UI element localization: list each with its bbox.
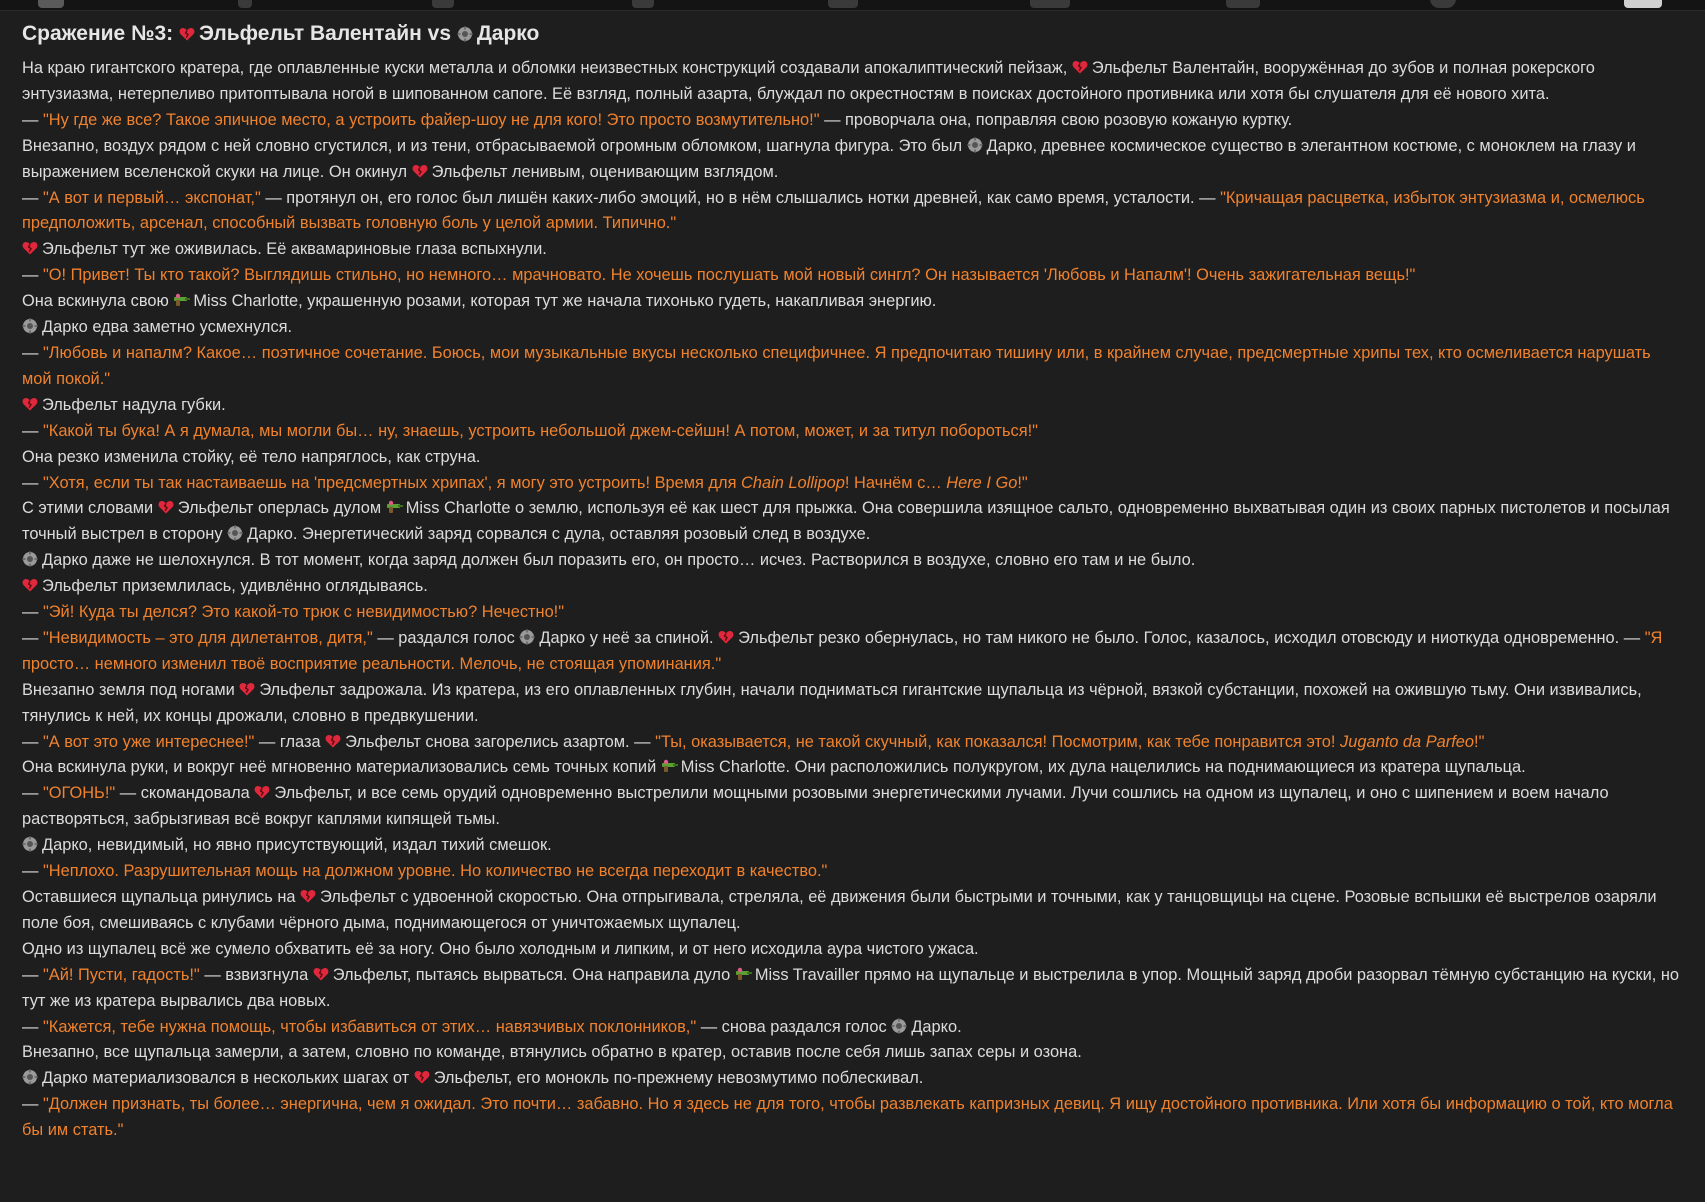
story-paragraph xyxy=(22,781,1684,833)
narration-text: — xyxy=(22,421,43,440)
narration-text: — скомандовала xyxy=(115,784,255,803)
narration-text: — снова раздался голос xyxy=(696,1017,892,1036)
narration-text: — xyxy=(22,1095,43,1114)
story-paragraph xyxy=(22,548,1684,574)
narration-text: Внезапно, все щупальца замерли, а затем, словно по команде, втянулись обратно в кратер, оставив после себя лишь запах серы и озона. xyxy=(22,1043,1082,1062)
story-paragraph xyxy=(22,963,1684,1015)
narration-text: Эльфельт ленивым, оценивающим взглядом. xyxy=(431,162,779,181)
speech-text: "Кажется, тебе нужна помощь, чтобы избавиться от этих… навязчивых поклонников," xyxy=(42,1017,697,1036)
narration-text: Miss Charlotte, украшенную розами, которая тут же начала тихонько гудеть, накапливая энергию. xyxy=(193,292,937,311)
speech-text: "Какой ты бука! А я думала, мы могли бы… ну, знаешь, устроить небольшой джем-сейшн! А потом, может, и за титул побороться!" xyxy=(42,421,1038,440)
nav-tab-icon[interactable] xyxy=(1430,0,1456,8)
narration-text: Эльфельт задрожала. Из кратера, из его оплавленных глубин, начали подниматься гигантские щупальца из чёрной, вязкой субстанции, похожей на ожившую тьму. Они извивались, тянулись к ней, их концы дрожали, словно в предвкушении. xyxy=(22,680,1642,725)
fighter2-name: Дарко xyxy=(476,22,540,45)
story-paragraph xyxy=(22,833,1684,859)
narration-text: — xyxy=(22,473,43,492)
gear-icon xyxy=(967,137,983,153)
story-paragraph xyxy=(22,56,1684,108)
narration-text: Она вскинула свою xyxy=(22,292,174,311)
speech-text: "ОГОНЬ!" xyxy=(42,784,116,803)
narration-text: Оставшиеся щупальца ринулись на xyxy=(22,888,301,906)
narration-text: Она вскинула руки, и вокруг неё мгновенно материализовались семь точных копий xyxy=(22,758,661,777)
narration-text: — xyxy=(22,110,43,129)
battle-story xyxy=(22,18,1684,1144)
broken-heart-icon xyxy=(414,1069,430,1085)
speech-text: !" xyxy=(1017,473,1028,492)
narration-text: Эльфельт, его монокль по-прежнему невозмутимо поблескивал. xyxy=(433,1069,924,1088)
broken-heart-icon xyxy=(22,396,38,412)
story-paragraph xyxy=(22,859,1684,885)
story-paragraph xyxy=(22,885,1684,937)
narration-text: — xyxy=(22,188,43,207)
nav-tab-icon[interactable] xyxy=(432,0,454,8)
story-paragraph xyxy=(22,600,1684,626)
narration-text: — глаза xyxy=(254,732,326,751)
speech-text: "Неплохо. Разрушительная мощь на должном уровне. Но количество не всегда переходит в качество." xyxy=(42,862,828,881)
story-paragraph xyxy=(22,237,1684,263)
narration-text: — взвизгнула xyxy=(199,965,313,984)
story-paragraph xyxy=(22,134,1684,186)
narration-text: — xyxy=(22,603,43,622)
speech-text: !" xyxy=(1474,732,1485,751)
narration-text: Дарко, невидимый, но явно присутствующий, издал тихий смешок. xyxy=(42,836,552,855)
story-paragraph xyxy=(22,1015,1684,1041)
gun-icon xyxy=(173,292,189,308)
gear-icon xyxy=(22,836,38,852)
narration-text: Эльфельт приземлилась, удивлённо оглядываясь. xyxy=(42,577,428,596)
story-body xyxy=(22,56,1684,1144)
narration-text: — раздался голос xyxy=(372,628,520,647)
narration-text: — xyxy=(22,266,43,285)
narration-text: Дарко едва заметно усмехнулся. xyxy=(42,318,293,337)
story-paragraph xyxy=(22,496,1684,548)
narration-text: Внезапно, воздух рядом с ней словно сгустился, и из тени, отбрасываемой огромным обломком, шагнула фигура. Это был xyxy=(22,136,967,155)
broken-heart-icon xyxy=(22,577,38,593)
vs-label: vs xyxy=(427,22,451,45)
broken-heart-icon xyxy=(718,629,734,645)
story-paragraph xyxy=(22,341,1684,393)
gear-icon xyxy=(519,629,535,645)
story-paragraph xyxy=(22,937,1684,963)
nav-tab-icon[interactable] xyxy=(238,0,252,8)
speech-text: "Ай! Пусти, гадость!" xyxy=(42,965,200,984)
narration-text: Внезапно земля под ногами xyxy=(22,680,240,699)
narration-text: Дарко, древнее космическое существо в элегантном костюме, с моноклем на глазу и выражением вселенской скуки на лице. Он окинул xyxy=(22,136,1636,181)
narration-text: — xyxy=(22,965,43,984)
broken-heart-icon xyxy=(325,733,341,749)
speech-title: Here I Go xyxy=(946,473,1018,492)
story-paragraph xyxy=(22,1092,1684,1144)
narration-text: Эльфельт надула губки. xyxy=(42,395,226,414)
narration-text: Эльфельт Валентайн, вооружённая до зубов и полная рокерского энтузиазма, нетерпеливо притоптывала ногой в шипованном сапоге. Её взгляд, полный азарта, блуждал по окрестностям в поисках достойного противника или хотя бы слушателя для её нового хита. xyxy=(22,59,1595,103)
narration-text: — xyxy=(22,1017,43,1036)
story-paragraph xyxy=(22,108,1684,134)
battle-title xyxy=(22,18,1684,50)
speech-title: Chain Lollipop xyxy=(741,473,845,492)
story-paragraph xyxy=(22,445,1684,471)
speech-text: "Я просто… немного изменил твоё восприятие реальности. Мелочь, не стоящая упоминания." xyxy=(22,628,1663,673)
narration-text: Эльфельт снова загорелись азартом. — xyxy=(345,732,656,751)
speech-text: "А вот это уже интереснее!" xyxy=(42,732,255,751)
narration-text: Miss Travailler прямо на щупальце и выстрелила в упор. Мощный заряд дроби разорвал тёмную субстанцию на куски, но тут же из кратера вырвались два новых. xyxy=(22,965,1680,1010)
narration-text: Эльфельт, и все семь орудий одновременно выстрелили мощными розовыми энергетическими лучами. Лучи сошлись на одном из щупалец, и оно с шипением и воем начало растворяться, забрызгивая всё вокруг каплями кипящей тьмы. xyxy=(22,784,1609,829)
speech-text: ! Начнём с… xyxy=(844,473,947,492)
narration-text: Эльфельт с удвоенной скоростью. Она отпрыгивала, стреляла, её движения были быстрыми и точными, как у танцовщицы на сцене. Розовые вспышки её выстрелов озаряли поле боя, смешиваясь с клубами чёрного дыма, поднимающегося от уничтожаемых щупалец. xyxy=(22,888,1657,932)
gun-icon xyxy=(735,966,751,982)
nav-tab-icon[interactable] xyxy=(38,0,64,8)
nav-button[interactable] xyxy=(1624,0,1662,8)
broken-heart-icon xyxy=(1072,59,1088,75)
narration-text: Дарко материализовался в нескольких шагах от xyxy=(42,1069,414,1088)
story-paragraph xyxy=(22,1040,1684,1066)
speech-title: Juganto da Parfeo xyxy=(1340,732,1475,751)
narration-text: Дарко. xyxy=(911,1017,962,1036)
narration-text: Эльфельт, пытаясь вырваться. Она направила дуло xyxy=(332,965,735,984)
broken-heart-icon xyxy=(313,966,329,982)
narration-text: Дарко даже не шелохнулся. В тот момент, когда заряд должен был поразить его, он просто… исчез. Растворился в воздухе, словно его там и не было. xyxy=(42,551,1196,570)
nav-tab-icon[interactable] xyxy=(632,0,654,8)
story-paragraph xyxy=(22,574,1684,600)
speech-text: "Ну где же все? Такое эпичное место, а устроить файер-шоу не для кого! Это просто возмутительно!" xyxy=(42,110,820,129)
gear-icon xyxy=(227,525,243,541)
narration-text: Эльфельт резко обернулась, но там никого не было. Голос, казалось, исходил отовсюду и ниоткуда одновременно. — xyxy=(738,628,1645,647)
gun-icon xyxy=(386,499,402,515)
gun-icon xyxy=(661,758,677,774)
broken-heart-icon xyxy=(179,26,195,42)
story-paragraph xyxy=(22,755,1684,781)
speech-text: "Хотя, если ты так настаиваешь на 'предсмертных хрипах', я могу это устроить! Время для xyxy=(42,473,741,492)
speech-text: "А вот и первый… экспонат," xyxy=(42,188,261,207)
broken-heart-icon xyxy=(158,499,174,515)
narration-text: Miss Charlotte. Они расположились полукругом, их дула нацелились на поднимающиеся из кратера щупальца. xyxy=(680,758,1526,777)
gear-icon xyxy=(22,1069,38,1085)
narration-text: Она резко изменила стойку, её тело напряглось, как струна. xyxy=(22,447,481,466)
nav-tab-icon[interactable] xyxy=(1226,0,1260,8)
narration-text: На краю гигантского кратера, где оплавленные куски металла и обломки неизвестных конструкций создавали апокалиптический пейзаж, xyxy=(22,59,1072,77)
narration-text: Эльфельт оперлась дулом xyxy=(177,499,386,518)
gear-icon xyxy=(457,26,473,42)
narration-text: — xyxy=(22,862,43,881)
narration-text: Одно из щупалец всё же сумело обхватить её за ногу. Оно было холодным и липким, и от него исходила аура чистого ужаса. xyxy=(22,939,979,958)
narration-text: — xyxy=(22,732,43,751)
story-paragraph xyxy=(22,1066,1684,1092)
broken-heart-icon xyxy=(254,784,270,800)
narration-text: С этими словами xyxy=(22,499,158,518)
title-prefix: Сражение №3: xyxy=(22,22,174,45)
narration-text: — протянул он, его голос был лишён каких-либо эмоций, но в нём слышались нотки древней, как само время, усталости. — xyxy=(260,188,1221,207)
narration-text: Miss Charlotte о землю, используя её как шест для прыжка. Она совершила изящное сальто, одновременно выхватывая один из своих парных пистолетов и посылая точный выстрел в сторону xyxy=(22,499,1670,544)
broken-heart-icon xyxy=(239,681,255,697)
speech-text: "Эй! Куда ты делся? Это какой-то трюк с невидимостью? Нечестно!" xyxy=(42,603,565,622)
nav-tab-icon[interactable] xyxy=(1030,0,1070,8)
story-paragraph xyxy=(22,730,1684,756)
gear-icon xyxy=(22,318,38,334)
broken-heart-icon xyxy=(412,163,428,179)
story-paragraph xyxy=(22,678,1684,730)
broken-heart-icon xyxy=(22,240,38,256)
speech-text: "О! Привет! Ты кто такой? Выглядишь стильно, но немного… мрачновато. Не хочешь послушать мой новый сингл? Он называется 'Любовь и Напалм'! Очень зажигательная вещь!" xyxy=(42,266,1416,285)
speech-text: "Ты, оказывается, не такой скучный, как показался! Посмотрим, как тебе понравится это! xyxy=(655,732,1341,751)
narration-text: — xyxy=(22,628,43,647)
story-paragraph xyxy=(22,263,1684,289)
narration-text: Дарко у неё за спиной. xyxy=(539,628,719,647)
narration-text: Эльфельт тут же оживилась. Её аквамариновые глаза вспыхнули. xyxy=(42,240,547,259)
speech-text: "Невидимость – это для дилетантов, дитя," xyxy=(42,628,373,647)
story-paragraph xyxy=(22,186,1684,238)
speech-text: "Должен признать, ты более… энергична, чем я ожидал. Это почти… забавно. Но я здесь не для того, чтобы развлекать капризных девиц. Я ищу достойного противника. Или хотя бы информацию о той, кто могла бы им стать." xyxy=(22,1095,1673,1140)
gear-icon xyxy=(22,551,38,567)
narration-text: — проворчала она, поправляя свою розовую кожаную куртку. xyxy=(819,110,1293,129)
narration-text: Дарко. Энергетический заряд сорвался с дула, оставляя розовый след в воздухе. xyxy=(247,525,871,544)
story-paragraph xyxy=(22,471,1684,497)
fighter1-name: Эльфельт Валентайн xyxy=(199,22,422,45)
story-paragraph xyxy=(22,626,1684,678)
narration-text: — xyxy=(22,343,43,362)
speech-text: "Любовь и напалм? Какое… поэтичное сочетание. Боюсь, мои музыкальные вкусы несколько специфичнее. Я предпочитаю тишину или, в крайнем случае, предсмертные хрипы тех, кто осмеливается нарушать мой покой." xyxy=(22,343,1651,388)
broken-heart-icon xyxy=(300,888,316,904)
story-paragraph xyxy=(22,419,1684,445)
nav-tab-icon[interactable] xyxy=(828,0,858,8)
top-nav-bar xyxy=(0,0,1705,11)
story-paragraph xyxy=(22,289,1684,315)
speech-text: "Кричащая расцветка, избыток энтузиазма и, осмелюсь предположить, арсенал, способный вызвать головную боль у целой армии. Типично." xyxy=(22,188,1645,233)
story-paragraph xyxy=(22,393,1684,419)
narration-text: — xyxy=(22,784,43,803)
gear-icon xyxy=(891,1018,907,1034)
story-paragraph xyxy=(22,315,1684,341)
